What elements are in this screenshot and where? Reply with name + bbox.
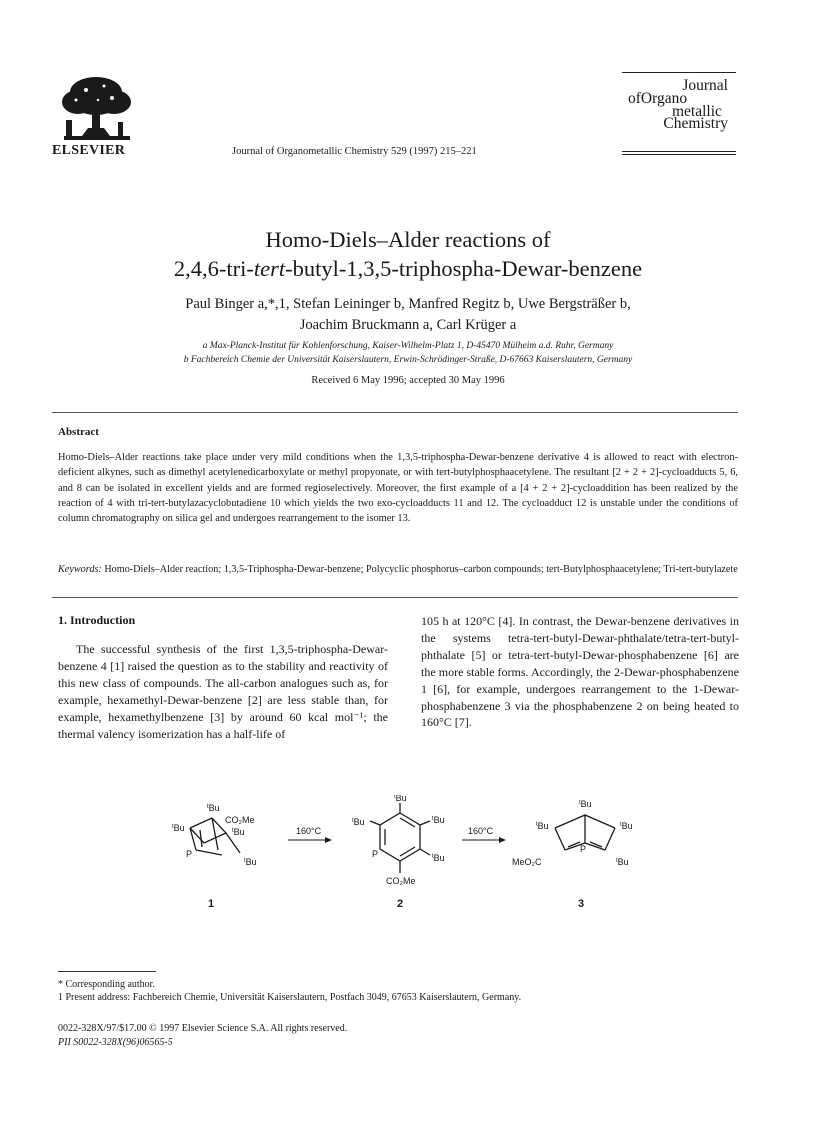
pii-line: PII S0022-328X(96)06565-5 [58,1037,173,1048]
article-title-line2: 2,4,6-tri-tert-butyl-1,3,5-triphospha-Dewar-benzene [173,256,643,281]
svg-text:P: P [372,849,379,859]
affiliation-b: b Fachbereich Chemie der Universität Kaiserslautern, Erwin-Schrödinger-Straße, D-67663 Kaiserslautern, Germany [183,355,633,365]
svg-text:tBu: $^t$Bu [244,857,257,867]
journal-logo-line2: ofOrgano [628,90,688,107]
svg-text:CO₂Me: CO₂Me [386,876,416,886]
abstract-text: Homo-Diels–Alder reactions take place under very mild conditions when the 1,3,5-triphospha-Dewar-benzene derivative 4 is allowed to react with electron-deficient alkynes, such as dimethyl acetylenedicarboxylate or methyl propyonate, or with tert-butylphosphaacetylene. The resultant [2 + 2 + 2]-cycloadducts 5, 6, and 8 can be isolated in excellent yields and are formed regioselectively. Moreover, the first example of a [4 + 2 + 2]-cycloaddition has been realized by the reaction of 4 with tri-tert-butylazacyclobutadiene 10 which yields the two exo-cycloadducts 11 and 12. The cycloadduct 12 is unstable under the conditions of column chromatography on silica gel and undergoes rearrangement to the isomer 13. [58,452,738,525]
article-title-line1: Homo-Diels–Alder reactions of [265,227,551,252]
svg-text:CO₂Me: CO₂Me [225,815,255,825]
header-rule-bottom-double [622,154,736,155]
journal-citation: Journal of Organometallic Chemistry 529 (1997) 215–221 [232,146,477,157]
intro-paragraph-2: 105 h at 120°C [4]. In contrast, the Dewar-benzene derivatives in the systems tetra-tert-butyl-Dewar-phthalate/tetra-tert-butyl-phthalate [5] or tetra-tert-butyl-Dewar-phosphabenzene [6] are the more stable forms. Accordingly, the 2-Dewar-phosphabenzene 1 [6], for example, undergoes rearrangement to the 1-Dewar-phosphabenzene 3 via the phosphabenzene 2 on being heated to 160°C [7]. [421,614,739,730]
svg-text:tBu: $^t$Bu [616,857,629,867]
keywords-label: Keywords: [58,564,102,575]
compound-number-3: 3 [578,898,585,910]
svg-text:tBu: $^t$Bu [620,821,633,831]
publisher-name: ELSEVIER [52,143,126,158]
svg-text:tBu: $^t$Bu [432,815,445,825]
compound-2-structure [370,803,430,873]
svg-text:tBu: $^t$Bu [172,823,185,833]
footnote-rule [58,971,156,972]
footnote-corresponding-author: * Corresponding author. [58,979,155,990]
svg-text:tBu: $^t$Bu [232,827,245,837]
header-rule-bottom [622,151,736,152]
svg-text:tBu: $^t$Bu [394,795,407,803]
journal-logo-line1: Journal [682,77,728,94]
authors-line1: Paul Binger a,*,1, Stefan Leininger b, Manfred Regitz b, Uwe Bergsträßer b, [185,296,631,312]
svg-text:tBu: $^t$Bu [432,853,445,863]
journal-logo-line4: Chemistry [663,115,728,132]
section-heading-introduction: 1. Introduction [58,613,136,627]
intro-paragraph-1: The successful synthesis of the first 1,3,5-triphospha-Dewar-benzene 4 [1] raised the question as to the stability and reactivity of this new class of compounds. The all-carbon analogues such as, for example, hexamethyl-Dewar-benzene [2] are less stable than, for example, hexamethylbenzene [3] by around 60 kcal mol⁻¹; the thermal valency isomerization has a half-life of [58,642,388,741]
affiliation-a: a Max-Planck-Institut für Kohlenforschung, Kaiser-Wilhelm-Platz 1, D-45470 Mülheim a.d. Ruhr, Germany [202,341,614,351]
copyright-line: 0022-328X/97/$17.00 © 1997 Elsevier Science S.A. All rights reserved. [58,1023,348,1034]
header-rule-top [622,72,736,73]
intro-left-column [58,641,388,742]
svg-text:P: P [580,844,587,854]
authors-line2: Joachim Bruckmann a, Carl Krüger a [299,317,517,333]
keywords [58,562,738,577]
compound-number-1: 1 [208,898,215,910]
journal-logo-line3: metallic [672,103,722,120]
compound-number-2: 2 [397,898,404,910]
svg-text:tBu: $^t$Bu [536,821,549,831]
received-dates: Received 6 May 1996; accepted 30 May 1996 [311,375,505,386]
intro-right-column [421,613,739,731]
svg-text:tBu: $^t$Bu [579,799,592,809]
footnote-present-address: 1 Present address: Fachbereich Chemie, Universität Kaiserslautern, Postfach 3049, 67653 Kaiserslautern, Germany. [58,992,522,1003]
rule-above-abstract [52,412,738,413]
keywords-text: Homo-Diels–Alder reaction; 1,3,5-Triphospha-Dewar-benzene; Polycyclic phosphorus–carbon compounds; tert-Butylphosphaacetylene; Tri-tert-butylazete [104,564,738,575]
arrow-2-label: 160°C [468,826,494,836]
svg-text:P: P [186,849,193,859]
journal-logo [618,78,738,138]
rule-below-keywords [52,597,738,598]
arrow-1-label: 160°C [296,826,322,836]
svg-text:tBu: $^t$Bu [352,817,365,827]
abstract-heading: Abstract [58,426,99,438]
svg-text:tBu: $^t$Bu [207,803,220,813]
svg-text:MeO₂C: MeO₂C [512,857,542,867]
reaction-scheme [160,795,660,910]
